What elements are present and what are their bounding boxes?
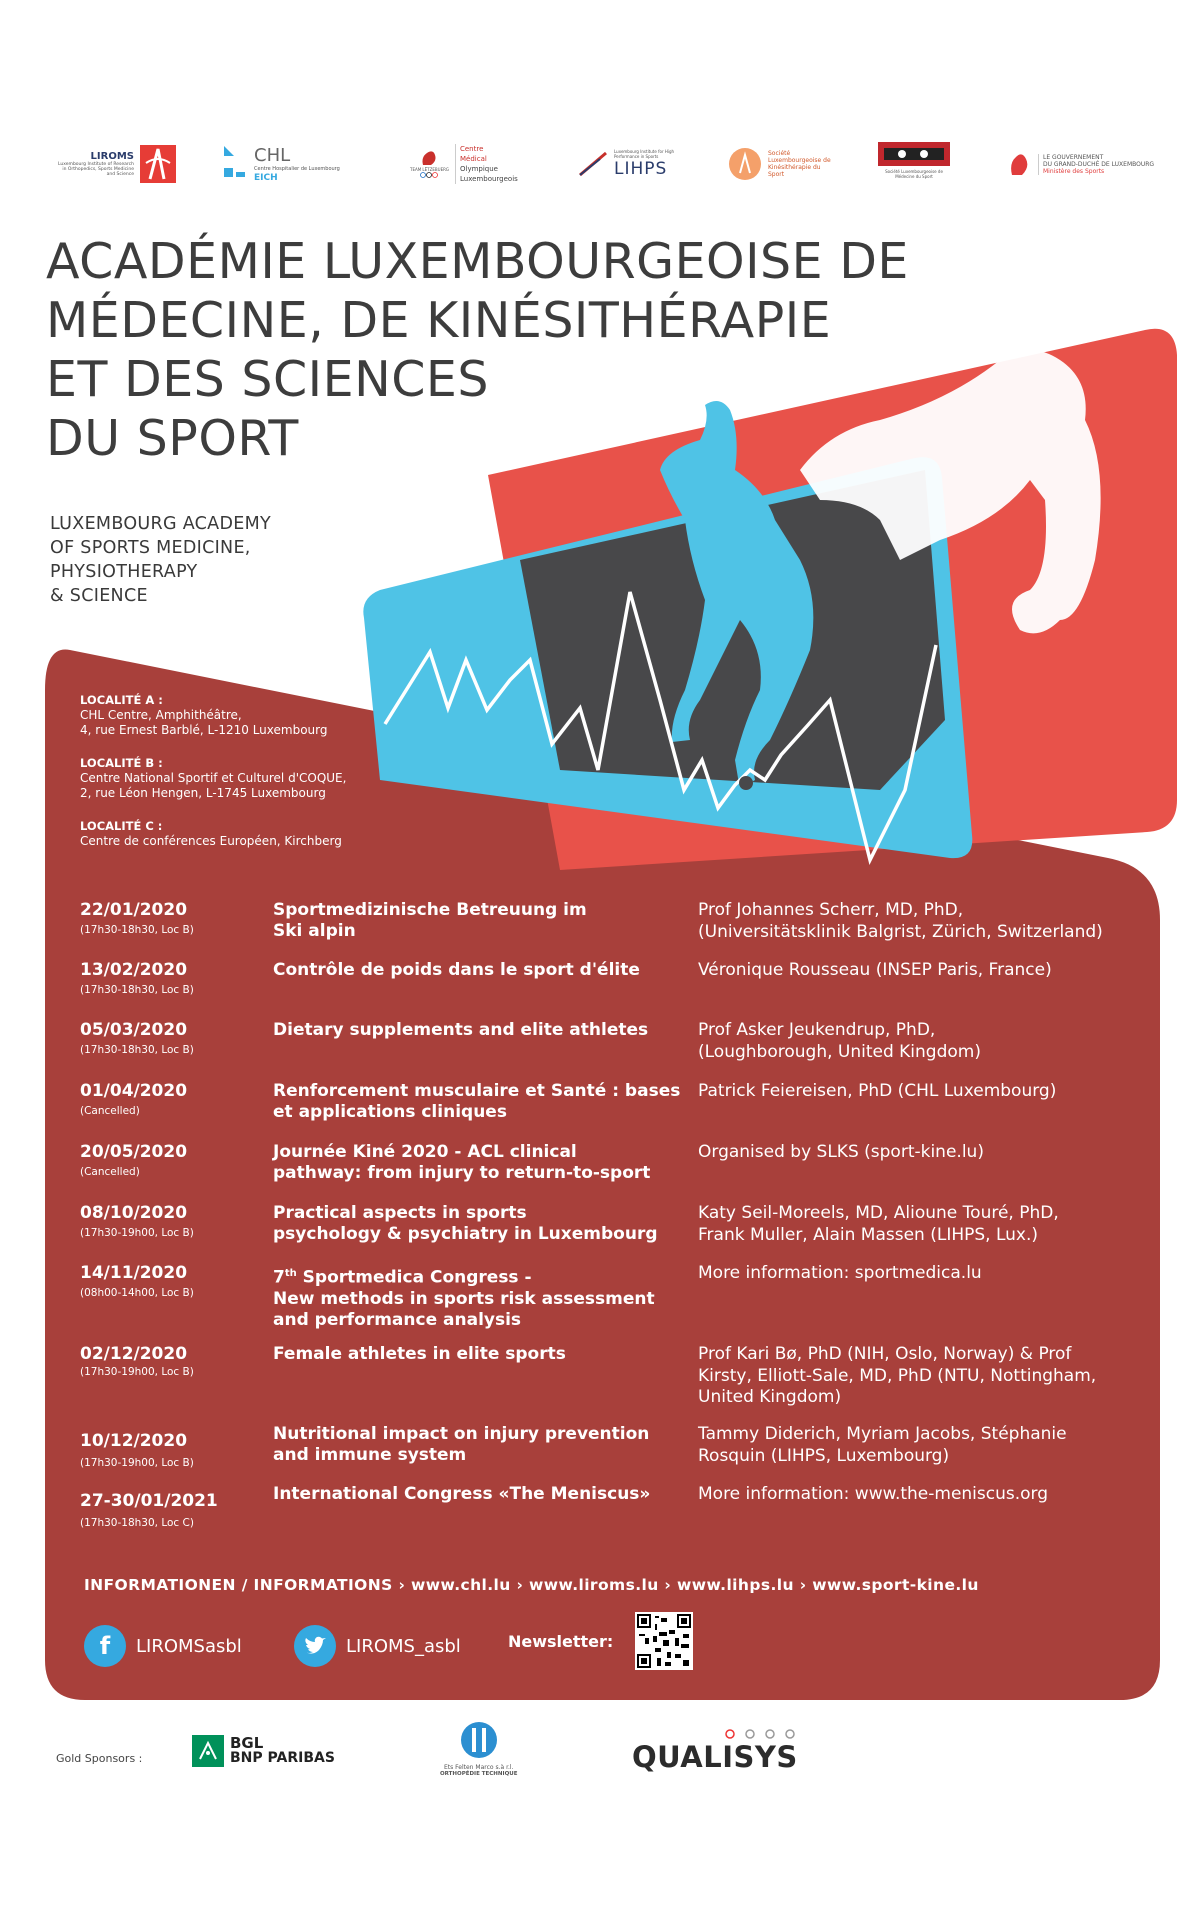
cmol-line1: Centre [459, 145, 484, 153]
location-a-label: LOCALITÉ A : [80, 693, 163, 707]
qr-code-icon [635, 1612, 693, 1670]
gouv-line1: LE GOUVERNEMENT [1043, 153, 1104, 161]
gouv-line2: DU GRAND-DUCHÉ DE LUXEMBOURG [1043, 160, 1155, 168]
chl-line2: EICH [254, 173, 278, 183]
title-line-2: MÉDECINE, DE KINÉSITHÉRAPIE [46, 292, 832, 349]
subtitle-line-1: LUXEMBOURG ACADEMY [50, 514, 271, 534]
event-date: 02/12/2020 [80, 1344, 188, 1364]
bgl-line2: BNP PARIBAS [230, 1750, 335, 1766]
event-topic: Dietary supplements and elite athletes [273, 1020, 649, 1040]
event-topic: Female athletes in elite sports [273, 1344, 566, 1364]
chl-line1: Centre Hospitalier de Luxembourg [254, 166, 340, 172]
felten-logo [440, 1720, 517, 1777]
cmol-line2: Médical [459, 155, 487, 163]
slks-line4: Sport [768, 171, 785, 178]
event-topic-number: 7 [273, 1267, 285, 1288]
event-topic [273, 1263, 683, 1331]
twitter-icon [294, 1625, 336, 1667]
location-c-line-1: Centre de conférences Européen, Kirchberg [80, 834, 342, 848]
newsletter-label: Newsletter: [508, 1631, 614, 1651]
location-b-line-2: 2, rue Léon Hengen, L-1745 Luxembourg [80, 786, 326, 800]
gouv-line3: Ministère des Sports [1043, 167, 1105, 175]
cmol-line4: Luxembourgeois [459, 175, 518, 183]
facebook-icon: f [84, 1625, 126, 1667]
event-speaker: More information: www.the-meniscus.org [698, 1484, 1049, 1504]
event-time: (17h30-18h30, Loc B) [80, 924, 194, 936]
event-time: (Cancelled) [80, 1105, 140, 1117]
event-topic: Contrôle de poids dans le sport d'élite [273, 960, 640, 980]
event-topic: Practical aspects in sports psychology & psychiatry in Luxembourg [273, 1203, 658, 1244]
location-a [80, 693, 328, 738]
event-time: (08h00-14h00, Loc B) [80, 1287, 194, 1299]
ball-icon [739, 776, 753, 790]
event-speaker: Prof Johannes Scherr, MD, PhD, (Universitätsklinik Balgrist, Zürich, Switzerland) [698, 900, 1103, 942]
slks-line3: Kinésithérapie du [768, 164, 821, 171]
location-b-line-1: Centre National Sportif et Culturel d'COQUE, [80, 771, 347, 785]
facebook-handle: LIROMSasbl [136, 1635, 242, 1657]
event-date: 27-30/01/2021 [80, 1491, 218, 1511]
event-topic: International Congress «The Meniscus» [273, 1484, 651, 1504]
title-line-4: DU SPORT [46, 410, 299, 467]
qualisys-logo [632, 1728, 798, 1774]
liroms-caption: Luxembourg Institute of Research in Orthopedics, Sports Medicine and Science [57, 162, 134, 177]
location-b [80, 756, 346, 801]
event-time: (17h30-18h30, Loc B) [80, 1044, 194, 1056]
cmol-line3: Olympique [459, 165, 498, 173]
event-date: 05/03/2020 [80, 1020, 188, 1040]
slks-line1: Société [768, 150, 791, 157]
event-date: 13/02/2020 [80, 960, 188, 980]
lihps-name: LIHPS [614, 159, 668, 179]
event-speaker: Katy Seil-Moreels, MD, Alioune Touré, PhD, Frank Muller, Alain Massen (LIHPS, Lux.) [698, 1203, 1059, 1245]
bgl-bnp-logo [192, 1735, 335, 1767]
event-date: 10/12/2020 [80, 1431, 188, 1451]
newsletter[interactable] [508, 1612, 693, 1670]
event-date: 22/01/2020 [80, 900, 188, 920]
subtitle-line-4: & SCIENCE [50, 586, 148, 606]
event-date: 08/10/2020 [80, 1203, 188, 1223]
location-a-line-2: 4, rue Ernest Barblé, L-1210 Luxembourg [80, 723, 328, 737]
title-line-3: ET DES SCIENCES [46, 351, 489, 408]
felten-line1: Ets Felten Marco s.à r.l. [443, 1764, 514, 1771]
event-speaker: Patrick Feiereisen, PhD (CHL Luxembourg) [698, 1081, 1057, 1101]
twitter-handle: LIROMS_asbl [346, 1635, 461, 1657]
felten-line2: ORTHOPÉDIE TECHNIQUE [440, 1771, 518, 1777]
sponsors-label: Gold Sponsors : [56, 1752, 143, 1765]
event-topic: Renforcement musculaire et Santé : bases et applications cliniques [273, 1081, 681, 1122]
event-speaker: Organised by SLKS (sport-kine.lu) [698, 1142, 984, 1162]
subtitle-line-2: OF SPORTS MEDICINE, [50, 538, 251, 558]
event-date: 14/11/2020 [80, 1263, 188, 1283]
event-time: (Cancelled) [80, 1166, 140, 1178]
event-speaker: More information: sportmedica.lu [698, 1263, 982, 1283]
slks-line2: Luxembourgeoise de [768, 157, 831, 164]
event-speaker: Tammy Diderich, Myriam Jacobs, Stéphanie Rosquin (LIHPS, Luxembourg) [698, 1424, 1067, 1466]
lihps-caption: Luxembourg Institute for High Performance in Sports [614, 149, 675, 159]
location-c-label: LOCALITÉ C : [80, 819, 163, 833]
location-c [80, 819, 342, 849]
title-line-1: ACADÉMIE LUXEMBOURGEOISE DE [46, 233, 909, 290]
event-time: (17h30-19h00, Loc B) [80, 1457, 194, 1469]
felten-mark-icon [459, 1720, 499, 1760]
event-time: (17h30-18h30, Loc C) [80, 1517, 194, 1529]
chl-name: CHL [254, 145, 291, 166]
twitter-link[interactable] [294, 1625, 461, 1667]
qualisys-name: QUALISYS [632, 1740, 798, 1774]
facebook-link[interactable] [84, 1625, 242, 1667]
event-time: (17h30-18h30, Loc B) [80, 984, 194, 996]
event-topic-superscript: th [284, 1268, 297, 1279]
slms-caption: Société Luxembourgeoise de Médecine du Sport [885, 169, 943, 179]
event-time: (17h30-19h00, Loc B) [80, 1366, 194, 1378]
event-topic: Journée Kiné 2020 - ACL clinical pathway: from injury to return-to-sport [273, 1142, 651, 1183]
bgl-line1: BGL [230, 1734, 264, 1752]
event-date: 01/04/2020 [80, 1081, 188, 1101]
event-time: (17h30-19h00, Loc B) [80, 1227, 194, 1239]
event-topic: Nutritional impact on injury prevention and immune system [273, 1424, 650, 1465]
qualisys-dots-icon [724, 1728, 804, 1740]
cmol-team: TEAM LËTZEBUERG [410, 166, 449, 172]
event-topic-text: Sportmedica Congress - New methods in sports risk assessment and performance analysis [273, 1267, 655, 1330]
location-a-line-1: CHL Centre, Amphithéâtre, [80, 708, 242, 722]
bnp-star-icon [192, 1735, 224, 1767]
event-speaker: Prof Kari Bø, PhD (NIH, Oslo, Norway) & Prof Kirsty, Elliott-Sale, MD, PhD (NTU, Nottingham, United Kingdom) [698, 1344, 1097, 1407]
event-speaker: Prof Asker Jeukendrup, PhD, (Loughborough, United Kingdom) [698, 1020, 981, 1062]
event-speaker: Véronique Rousseau (INSEP Paris, France) [698, 960, 1052, 980]
location-b-label: LOCALITÉ B : [80, 756, 163, 770]
event-date: 20/05/2020 [80, 1142, 188, 1162]
info-links[interactable]: INFORMATIONEN / INFORMATIONS › www.chl.lu › www.liroms.lu › www.lihps.lu › www.sport-kine.lu [84, 1576, 979, 1594]
event-topic: Sportmedizinische Betreuung im Ski alpin [273, 900, 587, 941]
subtitle-line-3: PHYSIOTHERAPY [50, 562, 198, 582]
liroms-name: LIROMS [90, 151, 134, 162]
